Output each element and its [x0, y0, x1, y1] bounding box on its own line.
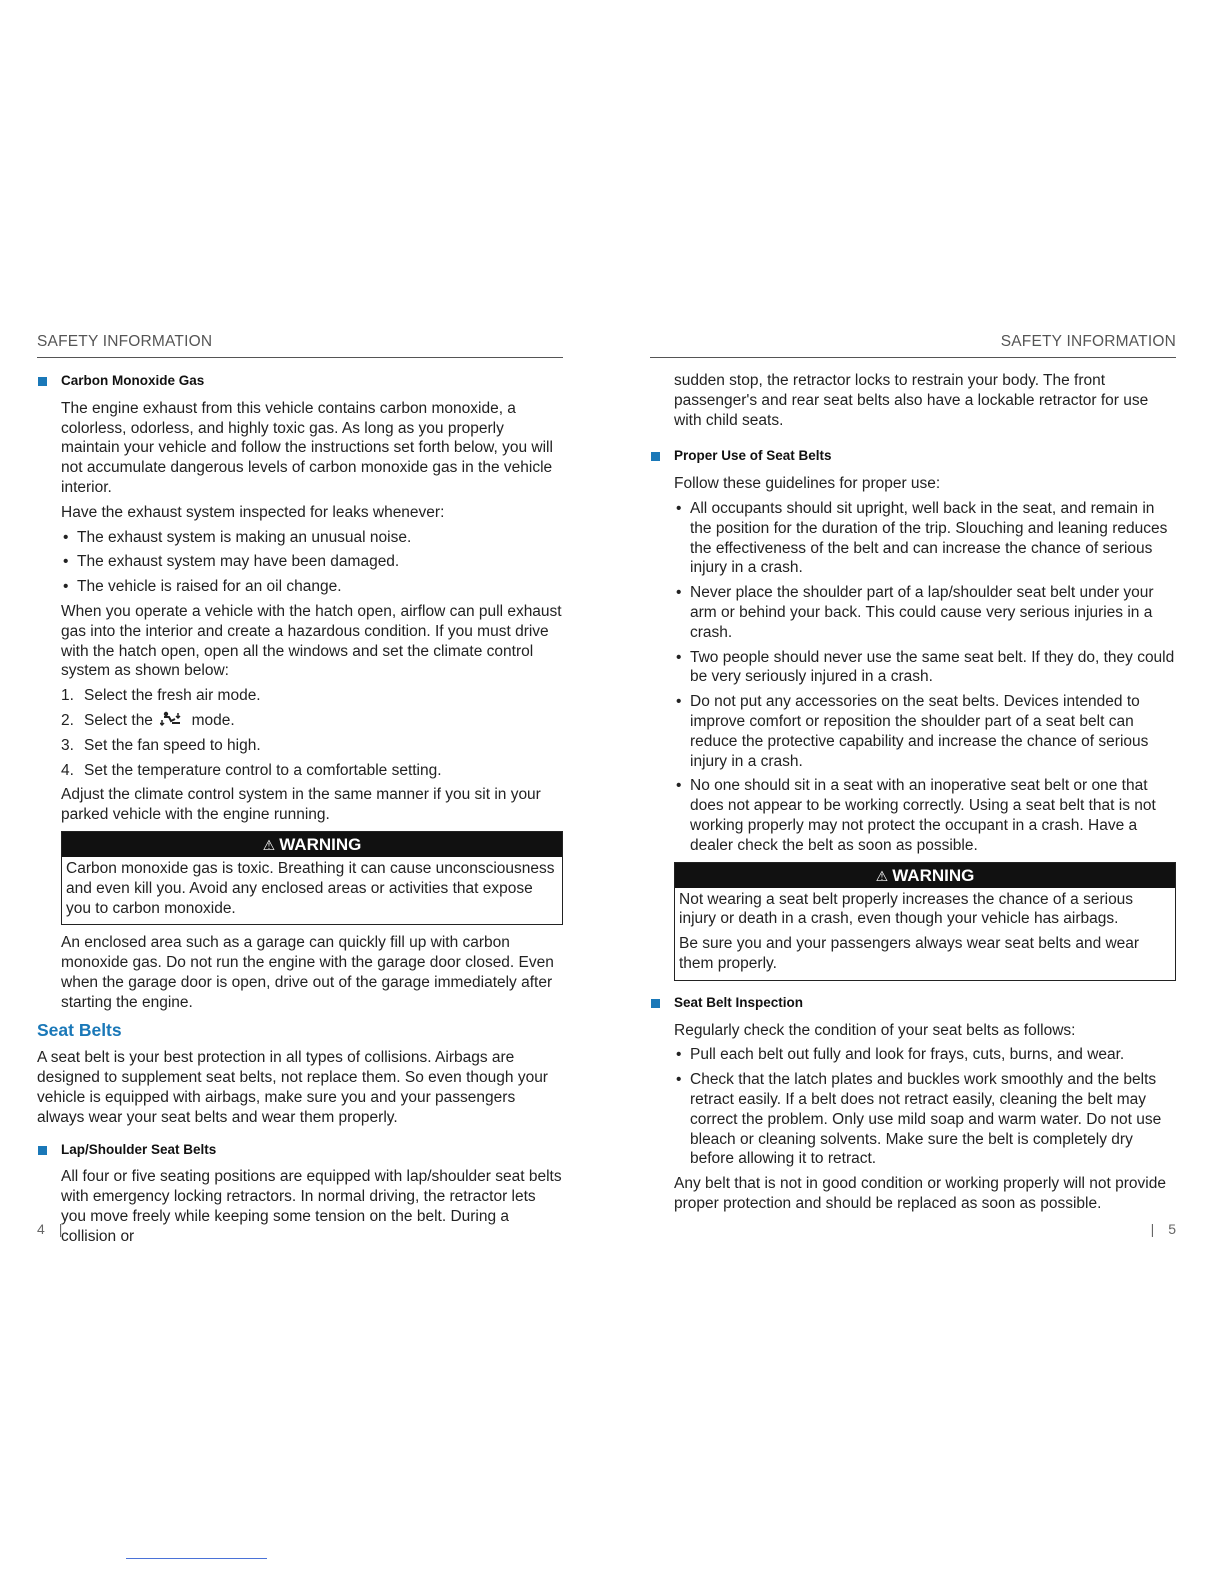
- warning-header: ⚠ WARNING: [62, 832, 562, 857]
- list-item: • Two people should never use the same seat belt. If they do, they could be very seriously injured in a crash.: [674, 648, 1176, 688]
- list-item: • The exhaust system may have been damaged.: [61, 552, 563, 572]
- subheading-carbon-monoxide: Carbon Monoxide Gas: [37, 371, 563, 391]
- square-bullet-icon: [651, 999, 660, 1008]
- paragraph: Regularly check the condition of your seat belts as follows:: [674, 1021, 1076, 1039]
- proper-use-bullet-list: [674, 499, 1176, 856]
- header-title: SAFETY INFORMATION: [37, 333, 213, 350]
- inspection-section: [650, 1021, 1176, 1214]
- list-item: • No one should sit in a seat with an inoperative seat belt or one that does not appear to be working correctly. Using a seat belt that is not working properly may not protect the occupant in a crash. Have a dealer check the belt as soon as possible.: [674, 776, 1176, 855]
- paragraph: Adjust the climate control system in the same manner if you sit in your parked vehicle with the engine running.: [61, 786, 541, 824]
- inspect-bullet-list: [61, 528, 563, 597]
- inspection-bullet-list: [674, 1045, 1176, 1169]
- subheading-lap-shoulder: Lap/Shoulder Seat Belts: [37, 1140, 563, 1160]
- list-item: • Check that the latch plates and buckles work smoothly and the belts retract easily. If a belt does not retract easily, cleaning the belt may correct the problem. Only use mild soap and warm water. Do not use bleach or cleaning solvents. Make sure the belt is completely dry before allowing it to retract.: [674, 1070, 1176, 1169]
- section-title-seat-belts: Seat Belts: [37, 1019, 122, 1040]
- page-header: [37, 331, 563, 358]
- list-item: • Never place the shoulder part of a lap/shoulder seat belt under your arm or behind your back. This could cause very serious injuries in a crash.: [674, 583, 1176, 642]
- paragraph: Follow these guidelines for proper use:: [674, 475, 941, 493]
- warning-body: Carbon monoxide gas is toxic. Breathing it can cause unconsciousness and even kill you. Avoid any enclosed areas or activities that expose you to carbon monoxide.: [66, 859, 555, 917]
- warning-box: [61, 831, 563, 925]
- warning-body: Not wearing a seat belt properly increases the chance of a serious injury or death in a crash, even though your vehicle has airbags. Be sure you and your passengers always wear seat belts and wear them properly.: [679, 890, 1140, 972]
- paragraph: Any belt that is not in good condition or working properly will not provide proper protection and should be replaced as soon as possible.: [674, 1175, 1166, 1212]
- paragraph: All four or five seating positions are equipped with lap/shoulder seat belts with emergency locking retractors. In normal driving, the retractor lets you move freely while keeping some tension on the belt. During a collision or: [61, 1168, 562, 1245]
- carbon-monoxide-section: [37, 399, 563, 1013]
- right-page-content: [650, 371, 1176, 1219]
- list-item: • The vehicle is raised for an oil change.: [61, 577, 563, 597]
- subheading-proper-use: Proper Use of Seat Belts: [650, 446, 1176, 466]
- airflow-mode-icon: [160, 711, 184, 731]
- square-bullet-icon: [38, 1146, 47, 1155]
- warning-box: [674, 862, 1176, 981]
- list-item: 4. Set the temperature control to a comfortable setting.: [61, 761, 442, 779]
- list-item: 3. Set the fan speed to high.: [61, 736, 261, 754]
- lap-shoulder-section: [37, 1167, 563, 1246]
- page-footer: 4 |: [37, 1221, 63, 1237]
- header-title: SAFETY INFORMATION: [1000, 333, 1176, 350]
- climate-steps-list: [61, 686, 563, 780]
- paragraph: Have the exhaust system inspected for leaks whenever:: [61, 503, 445, 521]
- list-item: 2. Select the mode.: [61, 711, 235, 729]
- list-item: • All occupants should sit upright, well back in the seat, and remain in the position for the duration of the trip. Slouching and leaning reduces the effectiveness of the belt and can increase the chance of serious injury in a crash.: [674, 499, 1176, 578]
- paragraph: An enclosed area such as a garage can quickly fill up with carbon monoxide gas. Do not run the engine with the garage door closed. Even when the garage door is open, drive out of the garage immediately after starting the engine.: [61, 934, 554, 1011]
- list-item: • Do not put any accessories on the seat belts. Devices intended to improve comfort or reposition the shoulder part of a seat belt can reduce the protective capability and increase the chance of serious injury in a crash.: [674, 692, 1176, 771]
- square-bullet-icon: [651, 452, 660, 461]
- footnote-rule: [126, 1558, 267, 1559]
- square-bullet-icon: [38, 377, 47, 386]
- list-item: 1. Select the fresh air mode.: [61, 687, 261, 705]
- page-number: 4: [37, 1221, 45, 1237]
- page-number: 5: [1168, 1221, 1176, 1237]
- left-page-content: [37, 371, 563, 1251]
- paragraph: sudden stop, the retractor locks to restrain your body. The front passenger's and rear seat belts also have a lockable retractor for use with child seats.: [674, 372, 1149, 429]
- page-footer: | 5: [1150, 1221, 1176, 1237]
- warning-header: ⚠ WARNING: [675, 863, 1175, 888]
- page-header: [650, 331, 1176, 358]
- paragraph: When you operate a vehicle with the hatch open, airflow can pull exhaust gas into the interior and create a hazardous condition. If you must drive with the hatch open, open all the windows and set the climate control system as shown below:: [61, 602, 562, 680]
- proper-use-section: [650, 474, 1176, 981]
- paragraph: A seat belt is your best protection in all types of collisions. Airbags are designed to supplement seat belts, not replace them. So even though your vehicle is equipped with airbags, make sure you and your passengers always wear your seat belts and wear them properly.: [37, 1049, 548, 1126]
- warning-triangle-icon: ⚠: [262, 836, 276, 853]
- subheading-seat-belt-inspection: Seat Belt Inspection: [650, 993, 1176, 1013]
- continued-section: [650, 371, 1176, 430]
- list-item: • Pull each belt out fully and look for frays, cuts, burns, and wear.: [674, 1045, 1176, 1065]
- list-item: • The exhaust system is making an unusual noise.: [61, 528, 563, 548]
- warning-triangle-icon: ⚠: [875, 867, 889, 884]
- paragraph: The engine exhaust from this vehicle contains carbon monoxide, a colorless, odorless, and highly toxic gas. As long as you properly maintain your vehicle and follow the instructions set forth below, you will not accumulate dangerous levels of carbon monoxide gas in the vehicle interior.: [61, 399, 553, 496]
